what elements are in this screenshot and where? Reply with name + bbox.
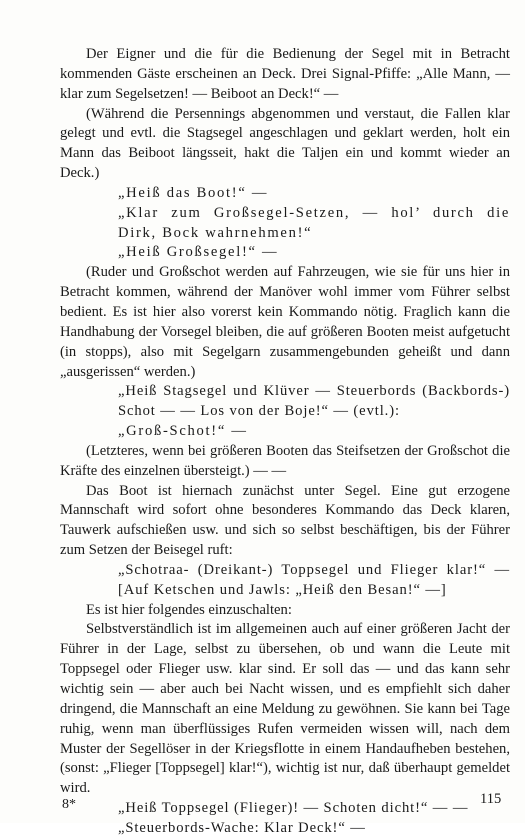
paragraph-under-sail: Das Boot ist hiernach zunächst unter Segel. Eine gut erzogene Mannschaft wird sofort ohne besonderes Kommando das Deck klaren, Tauwerk aufschießen usw. und sich so selbst beschäftigen, bis der Führer zum Setzen der Beisegel ruft: [60, 482, 510, 559]
paragraph-rudder-mainsheet: (Ruder und Großschot werden auf Fahrzeugen, wie sie für uns hier in Betracht kommen, während der Manöver wohl immer vom Führer selbst bedient. Es ist hier also vorerst kein Kommando nötig. Fraglich kann die Handhabung der Vorsegel bleiben, die auf größeren Booten meist aufgetucht (in stopps), also mit Segelgarn zusammengebunden geheißt und dann „ausgerissen“ werden.) [60, 264, 510, 380]
command-staysail-jib: „Heiß Stagsegel und Klüver — Steuerbords (Backbords-) Schot — — Los von der Boje!“ — (evtl.): [118, 383, 510, 420]
command-hoist-mainsail: „Heiß Großsegel!“ — [118, 244, 279, 261]
command-hoist-topsail: „Heiß Toppsegel (Flieger)! — Schoten dicht!“ — — [118, 800, 469, 817]
paragraph-preparation: (Während die Persennings abgenommen und verstaut, die Fallen klar gelegt und evtl. die Stagsegel angeschlagen und geklart werden, holt ein Mann das Beiboot längsseit, hakt die Taljen ein und kommt wieder an Deck.) [60, 105, 510, 182]
body-text [60, 45, 510, 839]
command-hoist-boat: „Heiß das Boot!“ — [118, 184, 269, 201]
paragraph-mainsheet-note: (Letzteres, wenn bei größeren Booten das Steifsetzen der Großschot die Kräfte des einzelnen übersteigt.) — — [60, 442, 510, 479]
signature-mark: 8* [62, 797, 76, 812]
command-mainsail-ready: „Klar zum Großsegel-Setzen, — hol’ durch die Dirk, Bock wahrnehmen!“ [118, 204, 510, 241]
page-number: 115 [480, 791, 502, 807]
command-mainsheet: „Groß-Schot!“ — [118, 423, 248, 440]
paragraph-arrival: Der Eigner und die für die Bedienung der Segel mit in Betracht kommenden Gäste erscheinen an Deck. Drei Signal-Pfiffe: „Alle Mann, — klar zum Segelsetzen! — Beiboot an Deck!“ — [60, 46, 510, 102]
command-topsail-ready: „Schotraa- (Dreikant-) Toppsegel und Flieger klar!“ — [Auf Ketschen und Jawls: „Heiß den Besan!“ —] [118, 561, 510, 598]
paragraph-reporting: Selbstverständlich ist im allgemeinen auch auf einer größeren Jacht der Führer in der Lage, selbst zu übersehen, ob und wann die Leute mit Toppsegel oder Flieger usw. klar sind. Er soll das — und das kann sehr wichtig sein — aber auch bei Nacht wissen, und es empfiehlt sich daher dringend, die Mannschaft an eine Meldung zu gewöhnen. Sie kann bei Tage ruhig, wenn man überflüssiges Rufen vermeiden wissen will, nach dem Muster der Segellöser in der Kriegsflotte in einem Handaufheben bestehen, (sonst: „Flieger [Toppsegel] klar!“), wichtig ist nur, daß überhaupt gemeldet wird. [60, 621, 510, 797]
command-starboard-watch: „Steuerbords-Wache: Klar Deck!“ — [118, 819, 366, 836]
paragraph-insert-note: Es ist hier folgendes einzuschalten: [86, 601, 292, 618]
